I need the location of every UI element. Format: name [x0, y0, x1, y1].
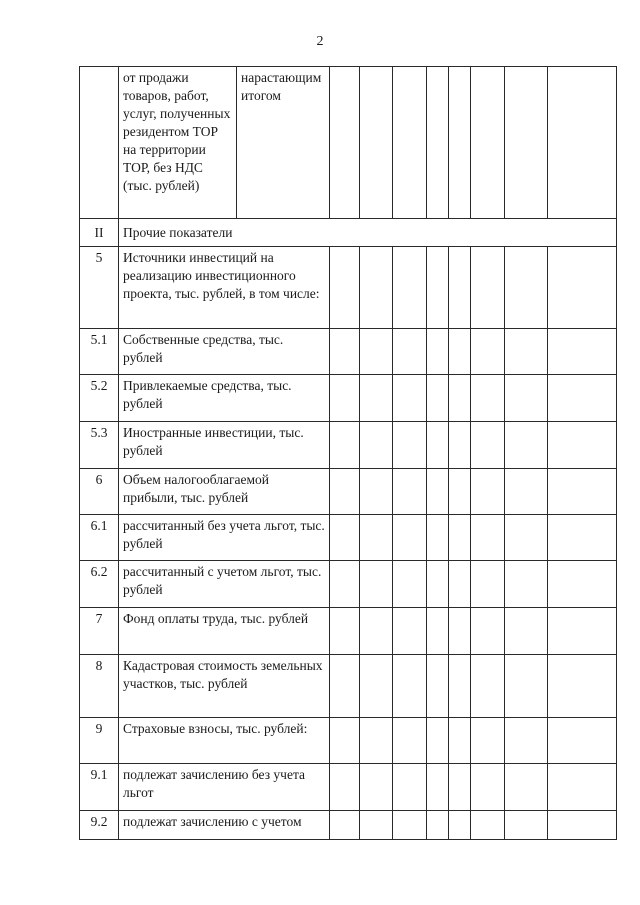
indicator-row — [80, 811, 617, 840]
value-cell — [393, 329, 427, 375]
row-number-cell: 6 — [80, 469, 119, 515]
row-number-cell: 8 — [80, 655, 119, 718]
page-number: 2 — [316, 34, 324, 49]
value-cell — [548, 718, 617, 764]
value-cell — [548, 655, 617, 718]
value-cell — [449, 561, 471, 608]
row-number-cell: 5.3 — [80, 422, 119, 469]
section-title: Прочие показатели — [119, 219, 617, 247]
value-cell — [548, 764, 617, 811]
value-cell — [505, 718, 548, 764]
indicator-row — [80, 655, 617, 718]
value-cell — [393, 561, 427, 608]
value-cell — [393, 375, 427, 422]
value-cell — [393, 655, 427, 718]
value-cell — [548, 67, 617, 219]
indicator-name-cell: рассчитанный с учетом льгот, тыс. рублей — [119, 561, 330, 608]
value-cell — [471, 561, 505, 608]
value-cell — [360, 247, 393, 329]
value-cell — [471, 718, 505, 764]
value-cell — [548, 375, 617, 422]
value-cell — [471, 422, 505, 469]
value-cell — [449, 375, 471, 422]
value-cell — [505, 561, 548, 608]
indicator-name-cell: Фонд оплаты труда, тыс. рублей — [119, 608, 330, 655]
value-cell — [505, 375, 548, 422]
value-cell — [471, 515, 505, 561]
continuation-row — [80, 67, 617, 219]
value-cell — [449, 247, 471, 329]
value-cell — [330, 811, 360, 840]
indicators-table — [79, 66, 617, 840]
value-cell — [471, 608, 505, 655]
value-cell — [360, 655, 393, 718]
value-cell — [427, 718, 449, 764]
value-cell — [449, 329, 471, 375]
value-cell — [471, 469, 505, 515]
indicator-row — [80, 764, 617, 811]
indicator-row — [80, 247, 617, 329]
value-cell — [449, 67, 471, 219]
row-number-cell: 6.2 — [80, 561, 119, 608]
indicator-name-cell: Объем налогооблагаемой прибыли, тыс. рублей — [119, 469, 330, 515]
value-cell — [360, 561, 393, 608]
value-cell — [505, 764, 548, 811]
value-cell — [471, 67, 505, 219]
value-cell — [471, 247, 505, 329]
indicator-name-cell: Источники инвестиций на реализацию инвестиционного проекта, тыс. рублей, в том числе: — [119, 247, 330, 329]
value-cell — [449, 422, 471, 469]
value-cell — [427, 329, 449, 375]
row-number-cell: 9.1 — [80, 764, 119, 811]
value-cell — [505, 67, 548, 219]
indicator-row — [80, 422, 617, 469]
value-cell — [393, 515, 427, 561]
value-cell — [330, 718, 360, 764]
value-cell — [393, 247, 427, 329]
row-number-cell: 7 — [80, 608, 119, 655]
value-cell — [505, 422, 548, 469]
row-number-cell — [80, 67, 119, 219]
value-cell — [330, 422, 360, 469]
value-cell — [449, 469, 471, 515]
value-cell — [393, 67, 427, 219]
value-cell — [393, 811, 427, 840]
value-cell — [330, 469, 360, 515]
value-cell — [471, 375, 505, 422]
value-cell — [360, 811, 393, 840]
value-cell — [427, 67, 449, 219]
value-cell — [449, 764, 471, 811]
indicator-name-cell: от продажи товаров, работ, услуг, полученных резидентом ТОР на территории ТОР, без НДС (тыс. рублей) — [119, 67, 237, 219]
unit-cell: нарастающим итогом — [237, 67, 330, 219]
row-number-cell: 5.2 — [80, 375, 119, 422]
row-number-cell: 6.1 — [80, 515, 119, 561]
value-cell — [427, 608, 449, 655]
value-cell — [393, 422, 427, 469]
indicator-row — [80, 561, 617, 608]
row-number-cell: 5.1 — [80, 329, 119, 375]
value-cell — [330, 515, 360, 561]
value-cell — [330, 764, 360, 811]
value-cell — [505, 469, 548, 515]
value-cell — [427, 247, 449, 329]
value-cell — [330, 67, 360, 219]
indicator-name-cell: Кадастровая стоимость земельных участков, тыс. рублей — [119, 655, 330, 718]
row-number-cell: 9 — [80, 718, 119, 764]
indicator-row — [80, 718, 617, 764]
value-cell — [449, 718, 471, 764]
value-cell — [449, 608, 471, 655]
value-cell — [427, 811, 449, 840]
value-cell — [548, 515, 617, 561]
row-number-cell: 5 — [80, 247, 119, 329]
value-cell — [505, 247, 548, 329]
value-cell — [360, 422, 393, 469]
indicator-name-cell: Собственные средства, тыс. рублей — [119, 329, 330, 375]
value-cell — [393, 469, 427, 515]
indicator-name-cell: Иностранные инвестиции, тыс. рублей — [119, 422, 330, 469]
indicator-name-cell: рассчитанный без учета льгот, тыс. рублей — [119, 515, 330, 561]
value-cell — [330, 247, 360, 329]
indicator-row — [80, 375, 617, 422]
value-cell — [360, 375, 393, 422]
value-cell — [427, 764, 449, 811]
value-cell — [360, 469, 393, 515]
value-cell — [548, 469, 617, 515]
value-cell — [427, 655, 449, 718]
value-cell — [393, 718, 427, 764]
value-cell — [330, 655, 360, 718]
value-cell — [360, 515, 393, 561]
value-cell — [548, 608, 617, 655]
indicator-row — [80, 608, 617, 655]
value-cell — [548, 247, 617, 329]
value-cell — [548, 561, 617, 608]
value-cell — [471, 329, 505, 375]
indicator-name-cell: Страховые взносы, тыс. рублей: — [119, 718, 330, 764]
indicator-name-cell: подлежат зачислению с учетом — [119, 811, 330, 840]
value-cell — [360, 718, 393, 764]
section-header-row — [80, 219, 617, 247]
indicator-name-cell: Привлекаемые средства, тыс. рублей — [119, 375, 330, 422]
value-cell — [393, 608, 427, 655]
value-cell — [393, 764, 427, 811]
value-cell — [548, 422, 617, 469]
value-cell — [360, 329, 393, 375]
indicator-row — [80, 329, 617, 375]
value-cell — [427, 469, 449, 515]
value-cell — [427, 561, 449, 608]
value-cell — [505, 608, 548, 655]
value-cell — [360, 67, 393, 219]
value-cell — [548, 329, 617, 375]
value-cell — [427, 375, 449, 422]
row-number-cell: 9.2 — [80, 811, 119, 840]
indicator-name-cell: подлежат зачислению без учета льгот — [119, 764, 330, 811]
value-cell — [360, 608, 393, 655]
indicator-row — [80, 469, 617, 515]
value-cell — [330, 329, 360, 375]
section-number: II — [80, 219, 119, 247]
value-cell — [449, 655, 471, 718]
value-cell — [471, 811, 505, 840]
value-cell — [471, 764, 505, 811]
indicator-row — [80, 515, 617, 561]
value-cell — [505, 655, 548, 718]
value-cell — [330, 561, 360, 608]
value-cell — [471, 655, 505, 718]
value-cell — [505, 811, 548, 840]
value-cell — [505, 329, 548, 375]
value-cell — [427, 422, 449, 469]
value-cell — [427, 515, 449, 561]
value-cell — [449, 515, 471, 561]
value-cell — [505, 515, 548, 561]
value-cell — [548, 811, 617, 840]
value-cell — [330, 608, 360, 655]
value-cell — [360, 764, 393, 811]
value-cell — [449, 811, 471, 840]
value-cell — [330, 375, 360, 422]
